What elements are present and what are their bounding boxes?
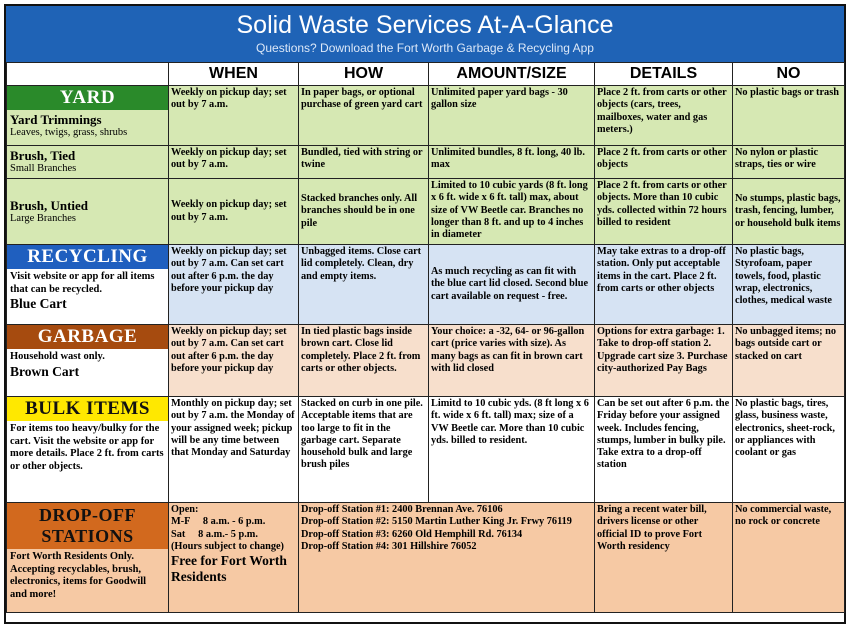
bulk-desc: For items too heavy/bulky for the cart. Visit the website or app for more details. Place 2 ft. from carts or other objects. bbox=[10, 423, 164, 472]
dropoff-row bbox=[7, 503, 845, 613]
garbage-how: In tied plastic bags inside brown cart. Close lid completely. Place 2 ft. from carts or other objects. bbox=[299, 325, 429, 397]
yard-trimmings-title: Yard Trimmings bbox=[10, 112, 102, 127]
dropoff-band: DROP-OFF STATIONS bbox=[7, 503, 168, 549]
yard-trimmings-no: No plastic bags or trash bbox=[733, 86, 845, 146]
brush-untied-no: No stumps, plastic bags, trash, fencing, lumber, or household bulk items bbox=[733, 179, 845, 245]
garbage-no: No unbagged items; no bags outside cart or stacked on cart bbox=[733, 325, 845, 397]
dropoff-station: Drop-off Station #1: 2400 Brennan Ave. 76106 bbox=[301, 504, 503, 515]
brush-untied-title: Brush, Untied bbox=[10, 197, 89, 213]
page-title: Solid Waste Services At-A-Glance bbox=[236, 11, 614, 39]
bulk-details: Can be set out after 6 p.m. the Friday before your assigned week. Includes fencing, stumps, lumber in bulky pile. Take extra to a drop-off station bbox=[595, 397, 733, 503]
recycling-how: Unbagged items. Close cart lid completely. Clean, dry and empty items. bbox=[299, 245, 429, 325]
bulk-category-cell bbox=[7, 397, 169, 503]
garbage-band: GARBAGE bbox=[7, 325, 168, 349]
recycling-details: May take extras to a drop-off station. Only put acceptable items in the cart. Place 2 ft. from carts or other objects bbox=[595, 245, 733, 325]
brush-untied-details: Place 2 ft. from carts or other objects. More than 10 cubic yds. collected within 72 hours billed to resident bbox=[595, 179, 733, 245]
yard-band: YARD bbox=[7, 86, 168, 110]
dropoff-stations-cell bbox=[299, 503, 595, 613]
dropoff-hours-note: (Hours subject to change) bbox=[171, 540, 284, 552]
brush-untied-category bbox=[7, 179, 169, 245]
garbage-category-cell bbox=[7, 325, 169, 397]
col-header-how: HOW bbox=[299, 63, 429, 86]
column-header-row bbox=[7, 63, 845, 86]
recycling-category-cell bbox=[7, 245, 169, 325]
dropoff-open: Open: bbox=[171, 504, 199, 515]
brush-tied-no: No nylon or plastic straps, ties or wire bbox=[733, 146, 845, 179]
dropoff-free: Free for Fort Worth Residents bbox=[171, 553, 287, 585]
bulk-no: No plastic bags, tires, glass, business waste, electronics, sheet-rock, or appliances with coolant or gas bbox=[733, 397, 845, 503]
yard-trimmings-details: Place 2 ft. from carts or other objects (cars, trees, mailboxes, water and gas meters.) bbox=[595, 86, 733, 146]
recycling-when: Weekly on pickup day; set out by 7 a.m. Can set cart out after 6 p.m. the day before your pickup day bbox=[169, 245, 299, 325]
brush-tied-row bbox=[7, 146, 845, 179]
bulk-how: Stacked on curb in one pile. Acceptable items that are too large to fit in the garbage cart. Separate household bulk and large brush piles bbox=[299, 397, 429, 503]
dropoff-no: No commercial waste, no rock or concrete bbox=[733, 503, 845, 613]
dropoff-station: Drop-off Station #3: 6260 Old Hemphill Rd. 76134 bbox=[301, 528, 523, 540]
brush-tied-category bbox=[7, 146, 169, 179]
brush-untied-how: Stacked branches only. All branches should be in one pile bbox=[299, 179, 429, 245]
dropoff-hours-mf: M-F 8 a.m. - 6 p.m. bbox=[171, 516, 266, 528]
col-header-details: DETAILS bbox=[595, 63, 733, 86]
dropoff-category-cell bbox=[7, 503, 169, 613]
dropoff-desc: Fort Worth Residents Only. Accepting recyclables, brush, electronics, items for Goodwill and more! bbox=[10, 551, 147, 600]
brush-tied-how: Bundled, tied with string or twine bbox=[299, 146, 429, 179]
col-header-when: WHEN bbox=[169, 63, 299, 86]
garbage-when: Weekly on pickup day; set out by 7 a.m. Can set cart out after 6 p.m. the day before your pickup day bbox=[169, 325, 299, 397]
brush-untied-desc: Large Branches bbox=[10, 212, 76, 224]
dropoff-station: Drop-off Station #2: 5150 Martin Luther King Jr. Frwy 76119 bbox=[301, 516, 572, 528]
brush-tied-desc: Small Branches bbox=[10, 163, 77, 174]
dropoff-station: Drop-off Station #4: 301 Hillshire 76052 bbox=[301, 540, 477, 552]
yard-trimmings-how: In paper bags, or optional purchase of green yard cart bbox=[299, 86, 429, 146]
yard-trimmings-amount: Unlimited paper yard bags - 30 gallon size bbox=[429, 86, 595, 146]
yard-trimmings-desc: Leaves, twigs, grass, shrubs bbox=[10, 127, 128, 138]
bulk-band: BULK ITEMS bbox=[7, 397, 168, 421]
recycling-cart: Blue Cart bbox=[10, 296, 67, 311]
yard-trimmings-when: Weekly on pickup day; set out by 7 a.m. bbox=[169, 86, 299, 146]
garbage-cart: Brown Cart bbox=[10, 363, 80, 379]
brush-tied-title: Brush, Tied bbox=[10, 148, 76, 163]
yard-category-cell bbox=[7, 86, 169, 146]
garbage-row bbox=[7, 325, 845, 397]
bulk-row bbox=[7, 397, 845, 503]
recycling-amount: As much recycling as can fit with the blue cart lid closed. Second blue cart available on request - free. bbox=[429, 245, 595, 325]
bulk-amount: Limitd to 10 cubic yds. (8 ft long x 6 ft. wide x 6 ft. tall) max; size of a VW Beetle car. More than 10 cubic yds. billed to resident. bbox=[429, 397, 595, 503]
page-subtitle: Questions? Download the Fort Worth Garbage & Recycling App bbox=[256, 41, 594, 55]
col-header-no: NO bbox=[733, 63, 845, 86]
recycling-row bbox=[7, 245, 845, 325]
recycling-no: No plastic bags, Styrofoam, paper towels, food, plastic wrap, electronics, clothes, medical waste bbox=[733, 245, 845, 325]
recycling-band: RECYCLING bbox=[7, 245, 168, 269]
garbage-amount: Your choice: a -32, 64- or 96-gallon cart (price varies with size). As many bags as can fit in brown cart with lid closed bbox=[429, 325, 595, 397]
corner-cell bbox=[7, 63, 169, 86]
services-table bbox=[6, 62, 845, 613]
brush-tied-details: Place 2 ft. from carts or other objects bbox=[595, 146, 733, 179]
dropoff-hours-sat: Sat 8 a.m.- 5 p.m. bbox=[171, 528, 258, 540]
yard-trimmings-row bbox=[7, 86, 845, 146]
garbage-desc: Household wast only. bbox=[10, 351, 105, 362]
brush-tied-amount: Unlimited bundles, 8 ft. long, 40 lb. max bbox=[429, 146, 595, 179]
garbage-details: Options for extra garbage: 1. Take to drop-off station 2. Upgrade cart size 3. Purchase city-authorized Pay Bags bbox=[595, 325, 733, 397]
brush-untied-amount: Limited to 10 cubic yards (8 ft. long x 6 ft. wide x 6 ft. tall) max, about size of VW Beetle car. Branches no longer than 8 ft. and up to 4 inches in diameter bbox=[429, 179, 595, 245]
col-header-amount: AMOUNT/SIZE bbox=[429, 63, 595, 86]
header-banner bbox=[6, 6, 844, 62]
brush-tied-when: Weekly on pickup day; set out by 7 a.m. bbox=[169, 146, 299, 179]
recycling-desc: Visit website or app for all items that can be recycled. bbox=[10, 271, 155, 295]
bulk-when: Monthly on pickup day; set out by 7 a.m. the Monday of your assigned week; pickup will be any time between that Monday and Saturday bbox=[169, 397, 299, 503]
brush-untied-when: Weekly on pickup day; set out by 7 a.m. bbox=[169, 179, 299, 245]
brush-untied-row bbox=[7, 179, 845, 245]
dropoff-hours-cell bbox=[169, 503, 299, 613]
info-sheet bbox=[4, 4, 846, 624]
dropoff-details: Bring a recent water bill, drivers license or other official ID to prove Fort Worth residency bbox=[595, 503, 733, 613]
